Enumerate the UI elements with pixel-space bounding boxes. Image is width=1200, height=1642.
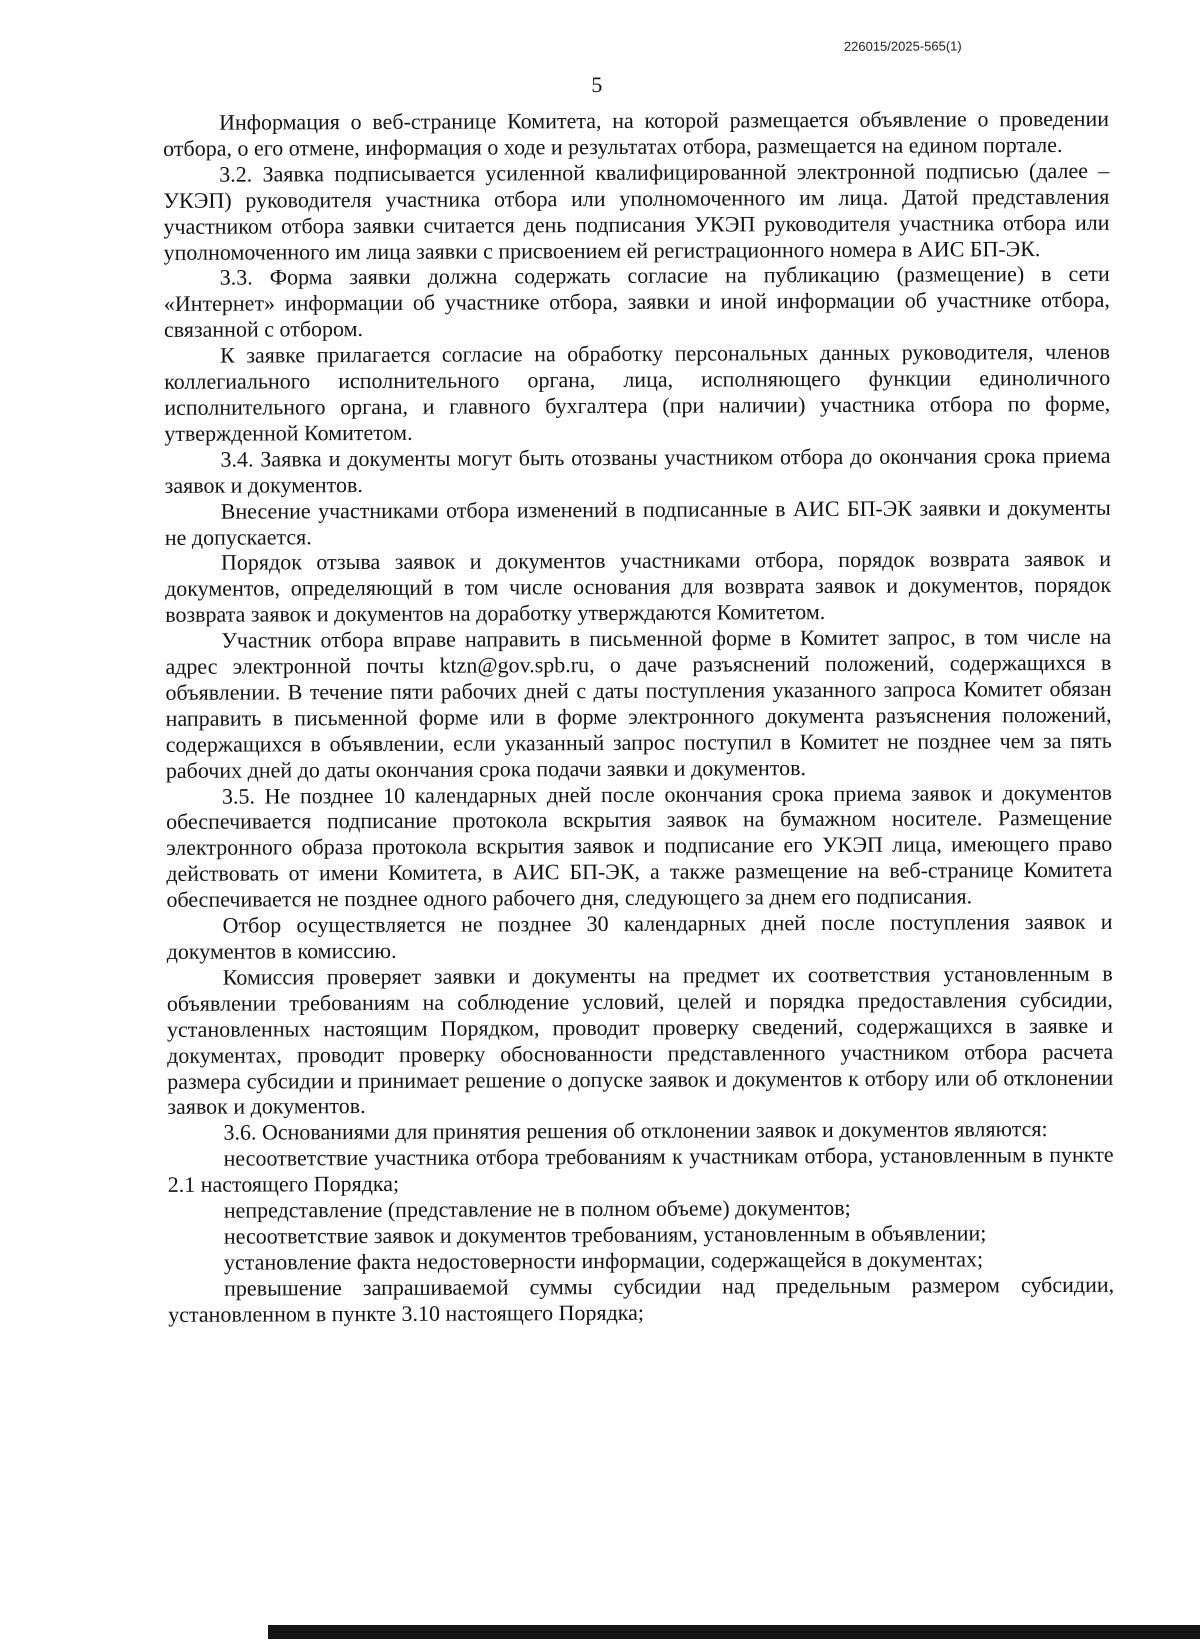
paragraph-3-3: 3.3. Форма заявки должна содержать согласие на публикацию (размещение) в сети «Интернет» информации об участнике отбора, заявки и иной информации об участнике отбора, связанной с отбором. xyxy=(163,261,1110,343)
paragraph-3-4: 3.4. Заявка и документы могут быть отозваны участником отбора до окончания срока приема заявок и документов. xyxy=(164,442,1111,498)
list-item-nonconformity-participant: несоответствие участника отбора требованиям к участникам отбора, установленным в пункте 2.1 настоящего Порядка; xyxy=(167,1142,1114,1198)
document-body xyxy=(163,106,1114,1328)
paragraph-consent: К заявке прилагается согласие на обработку персональных данных руководителя, членов коллегиального исполнительного органа, лица, исполняющего функции единоличного исполнительного органа, и главного бухгалтера (при наличии) участника отбора по форме, утвержденной Комитетом. xyxy=(164,338,1111,446)
list-item-amount-exceeded: превышение запрашиваемой суммы субсидии над предельным размером субсидии, установленном в пункте 3.10 настоящего Порядка; xyxy=(168,1271,1115,1327)
paragraph-withdrawal-order: Порядок отзыва заявок и документов участниками отбора, порядок возврата заявок и документов, определяющий в том числе основания для возврата заявок и документов, порядок возврата заявок и документов на доработку утверждаются Комитетом. xyxy=(165,546,1112,628)
paragraph-3-2: 3.2. Заявка подписывается усиленной квалифицированной электронной подписью (далее – УКЭП) руководителя участника отбора или уполномоченного им лица. Датой представления участником отбора заявки считается день подписания УКЭП руководителя участника отбора или уполномоченного им лица заявки с присвоением ей регистрационного номера в АИС БП-ЭК. xyxy=(163,157,1110,265)
paragraph-changes: Внесение участниками отбора изменений в подписанные в АИС БП-ЭК заявки и документы не допускается. xyxy=(164,494,1111,550)
page-number: 5 xyxy=(591,71,603,98)
paragraph-selection-deadline: Отбор осуществляется не позднее 30 календарных дней после поступления заявок и документов в комиссию. xyxy=(166,908,1113,964)
paragraph-web-page-info: Информация о веб-странице Комитета, на которой размещается объявление о проведении отбора, о его отмене, информация о ходе и результатах отбора, размещается на едином портале. xyxy=(163,105,1110,161)
paragraph-3-6: 3.6. Основаниями для принятия решения об отклонении заявок и документов являются: xyxy=(223,1116,1048,1145)
list-item-nonconformity-documents: несоответствие заявок и документов требованиям, установленным в объявлении; xyxy=(223,1220,987,1249)
scan-edge-bar xyxy=(268,1625,1200,1639)
paragraph-3-5: 3.5. Не позднее 10 календарных дней после окончания срока приема заявок и документов обеспечивается подписание протокола вскрытия заявок на бумажном носителе. Размещение электронного образа протокола вскрытия заявок и подписание его УКЭП лица, имеющего право действовать от имени Комитета, в АИС БП-ЭК, а также размещение на веб-странице Комитета обеспечивается не позднее одного рабочего дня, следующего за днем его подписания. xyxy=(166,779,1113,913)
list-item-missing-documents: непредставление (представление не в полном объеме) документов; xyxy=(223,1194,851,1223)
document-number: 226015/2025-565(1) xyxy=(843,38,962,54)
list-item-unreliable-info: установление факта недостоверности информации, содержащейся в документах; xyxy=(223,1246,984,1275)
paragraph-clarification-request: Участник отбора вправе направить в письменной форме в Комитет запрос, в том числе на адрес электронной почты ktzn@gov.spb.ru, о даче разъяснений положений, содержащихся в объявлении. В течение пяти рабочих дней с даты поступления указанного запроса Комитет обязан направить в письменной форме или в форме электронного документа разъяснения положений, содержащихся в объявлении, если указанный запрос поступил в Комитет не позднее чем за пять рабочих дней до даты окончания срока подачи заявки и документов. xyxy=(165,623,1112,783)
paragraph-commission-check: Комиссия проверяет заявки и документы на предмет их соответствия установленным в объявлении требованиям на соблюдение условий, целей и порядка предоставления субсидии, установленных настоящим Порядком, проводит проверку сведений, содержащихся в заявке и документах, проводит проверку обоснованности представленного участником отбора расчета размера субсидии и принимает решение о допуске заявок и документов к отбору или об отклонении заявок и документов. xyxy=(166,960,1114,1120)
